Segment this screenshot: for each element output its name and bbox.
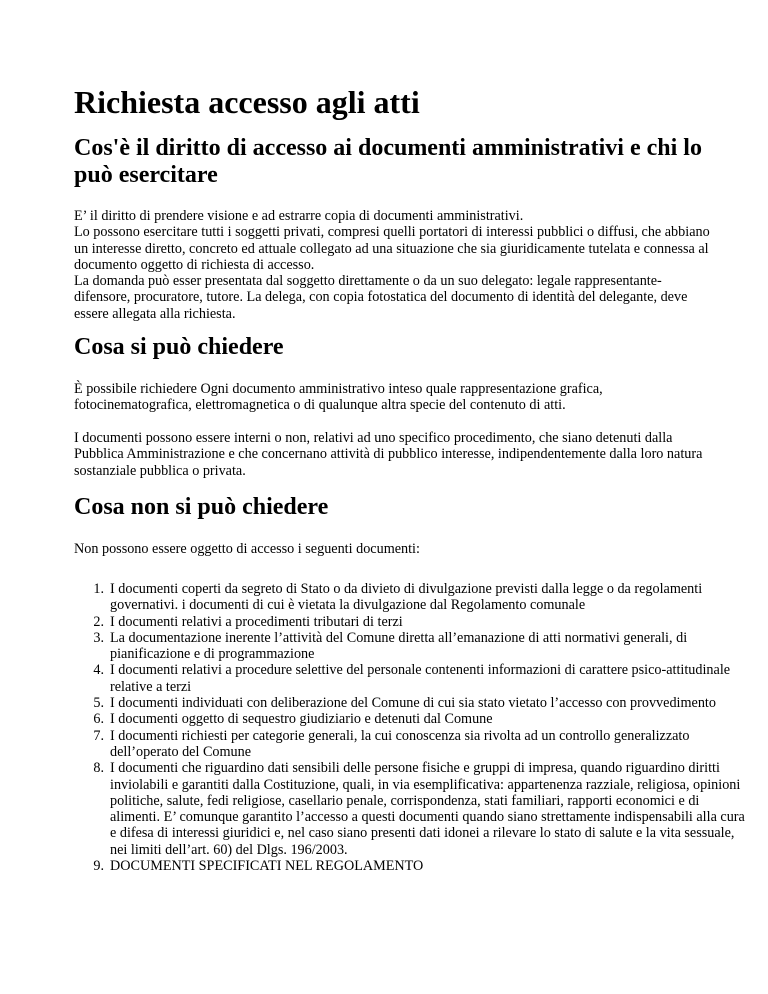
list-item-text: I documenti richiesti per categorie generali, la cui conoscenza sia rivolta ad un controllo generalizzato dell’operato del Comune <box>110 727 690 760</box>
list-number: 2. <box>93 613 104 630</box>
list-item-text: I documenti relativi a procedure selettive del personale contenenti informazioni di carattere psico-attitudinale relative a terzi <box>110 662 731 695</box>
list-item <box>93 760 750 858</box>
list-item-text: La documentazione inerente l’attività del Comune diretta all’emanazione di atti normativi generali, di pianificazione e di programmazione <box>110 629 688 663</box>
excluded-documents-list <box>74 581 750 874</box>
list-number: 8. <box>93 760 104 777</box>
list-number: 7. <box>93 727 104 744</box>
list-item <box>93 711 750 728</box>
paragraph: È possibile richiedere Ogni documento amministrativo inteso quale rappresentazione grafica, fotocinematografica, elettromagnetica o di qualunque altra specie del contenuto di atti. <box>74 381 603 414</box>
section-heading-what-can-request: Cosa si può chiedere <box>74 334 284 360</box>
list-item <box>93 858 750 875</box>
list-item <box>93 613 750 630</box>
list-item-text: I documenti oggetto di sequestro giudiziario e detenuti dal Comune <box>110 711 493 728</box>
list-item-text: I documenti relativi a procedimenti tributari di terzi <box>110 613 403 630</box>
list-item-text: I documenti che riguardino dati sensibili delle persone fisiche e gruppi di impresa, quando riguardino diritti inviolabili e garantiti dalla Costituzione, quali, in via esemplificativa: appartenenza razziale, religiosa, opinioni politiche, salute, fedi religiose, casellario penale, corrispondenza, stati familiari, rapporti economici e di alimenti. E’ comunque garantito l’accesso a questi documenti quando siano strettamente indispensabili alla cura e difesa di interessi giuridici e, nel caso siano presenti dati idonei a rilevare lo stato di salute e la vita sessuale, nei limiti dell’art. 60) del Dlgs. 196/2003. <box>110 760 745 858</box>
section-body-access-right <box>74 208 714 322</box>
list-number: 3. <box>93 629 104 646</box>
paragraph: Non possono essere oggetto di accesso i seguenti documenti: <box>74 541 420 557</box>
list-item <box>93 581 750 614</box>
paragraph-line: La domanda può esser presentata dal soggetto direttamente o da un suo delegato: legale rappresentante-difensore, procuratore, tutore. La delega, con copia fotostatica del documento di identità del delegante, deve essere allegata alla richiesta. <box>74 273 688 322</box>
section-heading-what-cannot-request: Cosa non si può chiedere <box>74 494 329 520</box>
list-item <box>93 629 750 663</box>
section-heading-access-right: Cos'è il diritto di accesso ai documenti amministrativi e chi lo può esercitare <box>74 135 702 188</box>
list-number: 1. <box>93 581 104 597</box>
list-number: 4. <box>93 662 104 679</box>
list-item <box>93 662 750 695</box>
list-item <box>93 727 750 761</box>
page-title: Richiesta accesso agli atti <box>74 84 420 120</box>
paragraph: I documenti possono essere interni o non, relativi ad uno specifico procedimento, che siano detenuti dalla Pubblica Amministrazione e che concernano attività di pubblico interesse, indipendentemente dalla loro natura sostanziale pubblica o privata. <box>74 430 703 479</box>
list-item <box>93 695 750 712</box>
list-item-text: I documenti individuati con deliberazione del Comune di cui sia stato vietato l’accesso con provvedimento <box>110 695 716 712</box>
list-number: 6. <box>93 711 104 728</box>
list-item-text: I documenti coperti da segreto di Stato o da divieto di divulgazione previsti dalla legge o da regolamenti governativi. i documenti di cui è vietata la divulgazione dal Regolamento comunale <box>110 581 703 614</box>
list-number: 5. <box>93 695 104 712</box>
paragraph-line: Lo possono esercitare tutti i soggetti privati, compresi quelli portatori di interessi pubblici o diffusi, che abbiano un interesse diretto, concreto ed attuale collegato ad una situazione che sia giuridicamente tutelata e connessa al documento oggetto di richiesta di accesso. <box>74 224 710 273</box>
list-number: 9. <box>93 858 104 875</box>
list-item-text: DOCUMENTI SPECIFICATI NEL REGOLAMENTO <box>110 858 424 875</box>
paragraph-line: E’ il diritto di prendere visione e ad estrarre copia di documenti amministrativi. <box>74 208 524 224</box>
